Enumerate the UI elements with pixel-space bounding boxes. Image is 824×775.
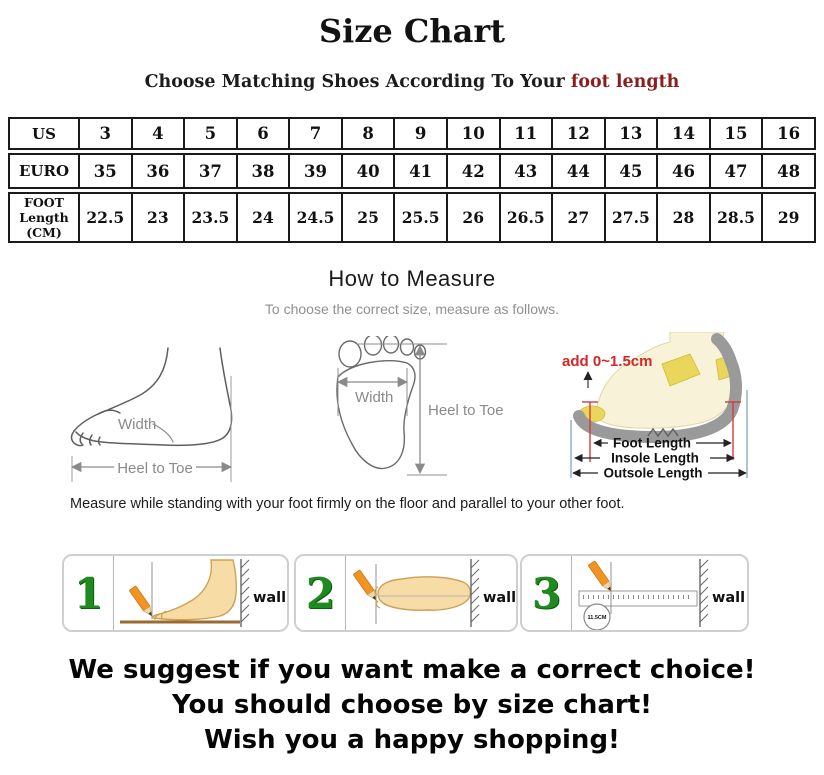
footer-line-2: You should choose by size chart! (172, 690, 652, 720)
row-label: EURO (8, 153, 80, 189)
table-row-euro: EURO 35 36 37 38 39 40 41 42 43 44 45 46 47 48 (8, 153, 816, 189)
add-note-label: add 0~1.5cm (562, 353, 653, 370)
step-1-number: 1 (64, 556, 114, 630)
measure-note: Measure while standing with your foot firmly on the floor and parallel to your other foot. (70, 496, 625, 512)
wall-hatch (241, 559, 249, 627)
row-label: FOOT Length (CM) (8, 192, 80, 243)
foot-length-label: Foot Length (613, 435, 691, 451)
width-label: Width (118, 416, 157, 433)
heel-to-toe-label: Heel to Toe (117, 460, 193, 477)
wall-label: wall (483, 590, 516, 606)
pencil-icon (588, 561, 614, 593)
footprint-diagram (312, 336, 547, 484)
footer-line-3: Wish you a happy shopping! (204, 725, 620, 755)
foot-side-view-diagram (40, 334, 295, 486)
step-3-illustration (575, 556, 745, 630)
pencil-icon (353, 570, 379, 602)
step-2-illustration (346, 556, 516, 630)
measure-step-2 (294, 554, 518, 632)
ruler-mark-label: 11.5CM (587, 615, 606, 621)
table-row-us: US 3 4 5 6 7 8 9 10 11 12 13 14 15 16 (8, 117, 816, 150)
measure-step-3 (520, 554, 749, 632)
wall-label: wall (252, 590, 286, 606)
foot-shape (596, 332, 735, 428)
foot-top-icon (378, 577, 470, 610)
outsole-length-label: Outsole Length (603, 465, 703, 481)
shoe-length-diagram (548, 332, 820, 488)
subtitle-text: Choose Matching Shoes According To Your (144, 72, 565, 92)
step-1-illustration (116, 556, 286, 630)
footer-message (0, 653, 824, 758)
step-3-number: 3 (522, 556, 572, 630)
pencil-icon (129, 586, 155, 618)
width-label: Width (355, 389, 394, 406)
table-row-foot-length: FOOT Length (CM) 22.5 23 23.5 24 24.5 25 25.5 26 26.5 27 27.5 28 28.5 29 (8, 192, 816, 243)
size-conversion-table (8, 114, 816, 246)
insole-length-label: Insole Length (611, 450, 699, 466)
page-subtitle (0, 72, 824, 92)
measure-section-title: How to Measure (328, 266, 496, 291)
page-title: Size Chart (318, 12, 506, 50)
heel-to-toe-label: Heel to Toe (428, 402, 504, 419)
wall-label: wall (711, 590, 745, 606)
measure-section-subtitle: To choose the correct size, measure as follows. (264, 301, 560, 317)
wall-hatch (471, 559, 479, 627)
footer-line-1: We suggest if you want make a correct choice! (68, 655, 756, 685)
subtitle-highlight: foot length (570, 72, 680, 92)
wall-hatch (700, 559, 708, 627)
step-2-number: 2 (296, 556, 346, 630)
measure-step-1 (62, 554, 289, 632)
row-label: US (8, 117, 80, 150)
